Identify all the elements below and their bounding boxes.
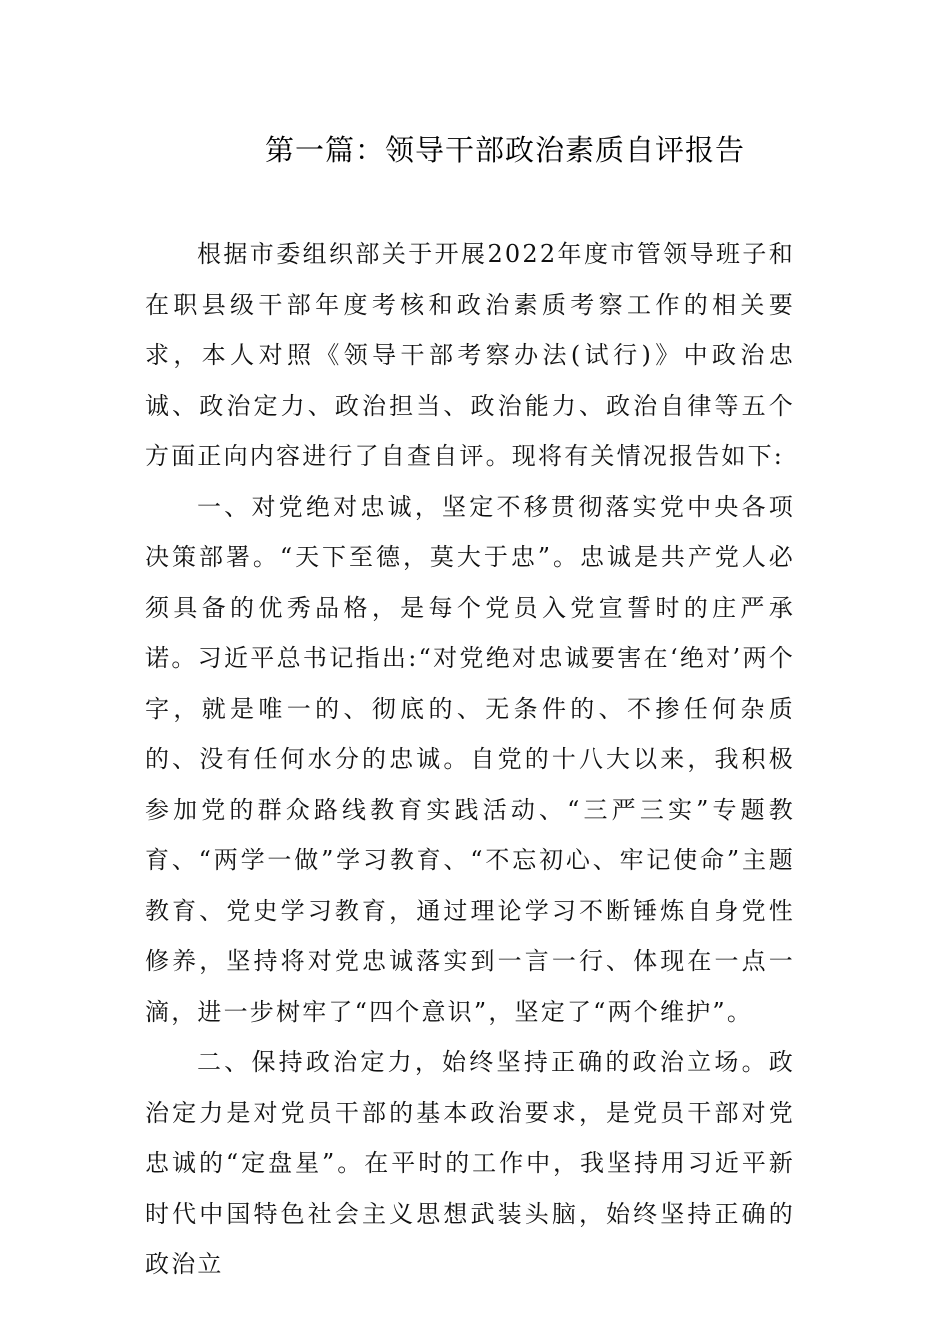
paragraph-political-resolve: 二、保持政治定力，始终坚持正确的政治立场。政治定力是对党员干部的基本政治要求，是党员干部对党忠诚的“定盘星”。在平时的工作中，我坚持用习近平新时代中国特色社会主义思想武装头脑，始终坚持正确的政治立 — [145, 1048, 795, 1278]
paragraph-loyalty: 一、对党绝对忠诚，坚定不移贯彻落实党中央各项决策部署。“天下至德，莫大于忠”。忠诚是共产党人必须具备的优秀品格，是每个党员入党宣誓时的庄严承诺。习近平总书记指出:“对党绝对忠诚要害在‘绝对’两个字，就是唯一的、彻底的、无条件的、不掺任何杂质的、没有任何水分的忠诚。自党的十八大以来，我积极参加党的群众路线教育实践活动、“三严三实”专题教育、“两学一做”学习教育、“不忘初心、牢记使命”主题教育、党史学习教育，通过理论学习不断锤炼自身党性修养，坚持将对党忠诚落实到一言一行、体现在一点一滴，进一步树牢了“四个意识”，坚定了“两个维护”。 — [145, 492, 795, 1026]
paragraph-intro: 根据市委组织部关于开展2022年度市管领导班子和在职县级干部年度考核和政治素质考察工作的相关要求，本人对照《领导干部考察办法(试行)》中政治忠诚、政治定力、政治担当、政治能力、政治自律等五个方面正向内容进行了自查自评。现将有关情况报告如下: — [145, 240, 795, 470]
document-body — [145, 229, 795, 1290]
document-title: 第一篇：领导干部政治素质自评报告 — [264, 133, 745, 167]
